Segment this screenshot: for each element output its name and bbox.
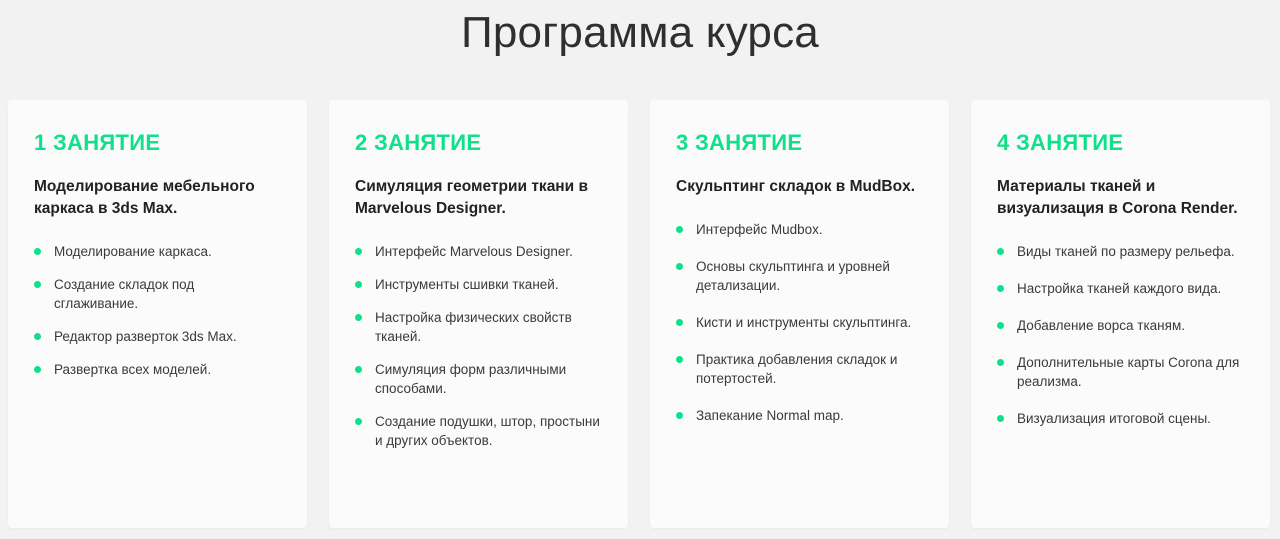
lesson-number: 4 ЗАНЯТИЕ (997, 130, 1124, 155)
lesson-card (329, 100, 628, 528)
lesson-topic-list (355, 242, 602, 450)
list-item: Виды тканей по размеру рельефа. (997, 242, 1244, 261)
lesson-number: 2 ЗАНЯТИЕ (355, 130, 482, 155)
lesson-number: 1 ЗАНЯТИЕ (34, 130, 161, 155)
list-item: Добавление ворса тканям. (997, 316, 1244, 335)
lesson-title: Скульптинг складок в MudBox. (676, 178, 916, 195)
list-item: Инструменты сшивки тканей. (355, 275, 602, 294)
list-item: Создание подушки, штор, простыни и других объектов. (355, 412, 602, 450)
list-item: Настройка физических свойств тканей. (355, 308, 602, 346)
list-item: Моделирование каркаса. (34, 242, 281, 261)
page-title: Программа курса (461, 8, 819, 57)
lesson-title: Материалы тканей и визуализация в Corona Render. (997, 178, 1238, 217)
lesson-card (650, 100, 949, 528)
list-item: Запекание Normal map. (676, 406, 923, 425)
lesson-number: 3 ЗАНЯТИЕ (676, 130, 803, 155)
list-item: Визуализация итоговой сцены. (997, 409, 1244, 428)
list-item: Основы скульптинга и уровней детализации. (676, 257, 923, 295)
list-item: Симуляция форм различными способами. (355, 360, 602, 398)
lesson-title: Моделирование мебельного каркаса в 3ds Max. (34, 178, 255, 217)
list-item: Развертка всех моделей. (34, 360, 281, 379)
list-item: Создание складок под сглаживание. (34, 275, 281, 313)
list-item: Настройка тканей каждого вида. (997, 279, 1244, 298)
lesson-title: Симуляция геометрии ткани в Marvelous Designer. (355, 178, 589, 217)
list-item: Интерфейс Mudbox. (676, 220, 923, 239)
list-item: Интерфейс Marvelous Designer. (355, 242, 602, 261)
list-item: Практика добавления складок и потертостей. (676, 350, 923, 388)
lesson-topic-list (676, 220, 923, 425)
list-item: Кисти и инструменты скульптинга. (676, 313, 923, 332)
course-program-cards (0, 64, 1280, 528)
lesson-topic-list (34, 242, 281, 379)
list-item: Дополнительные карты Corona для реализма. (997, 353, 1244, 391)
list-item: Редактор разверток 3ds Max. (34, 327, 281, 346)
lesson-card (971, 100, 1270, 528)
lesson-card (8, 100, 307, 528)
lesson-topic-list (997, 242, 1244, 428)
